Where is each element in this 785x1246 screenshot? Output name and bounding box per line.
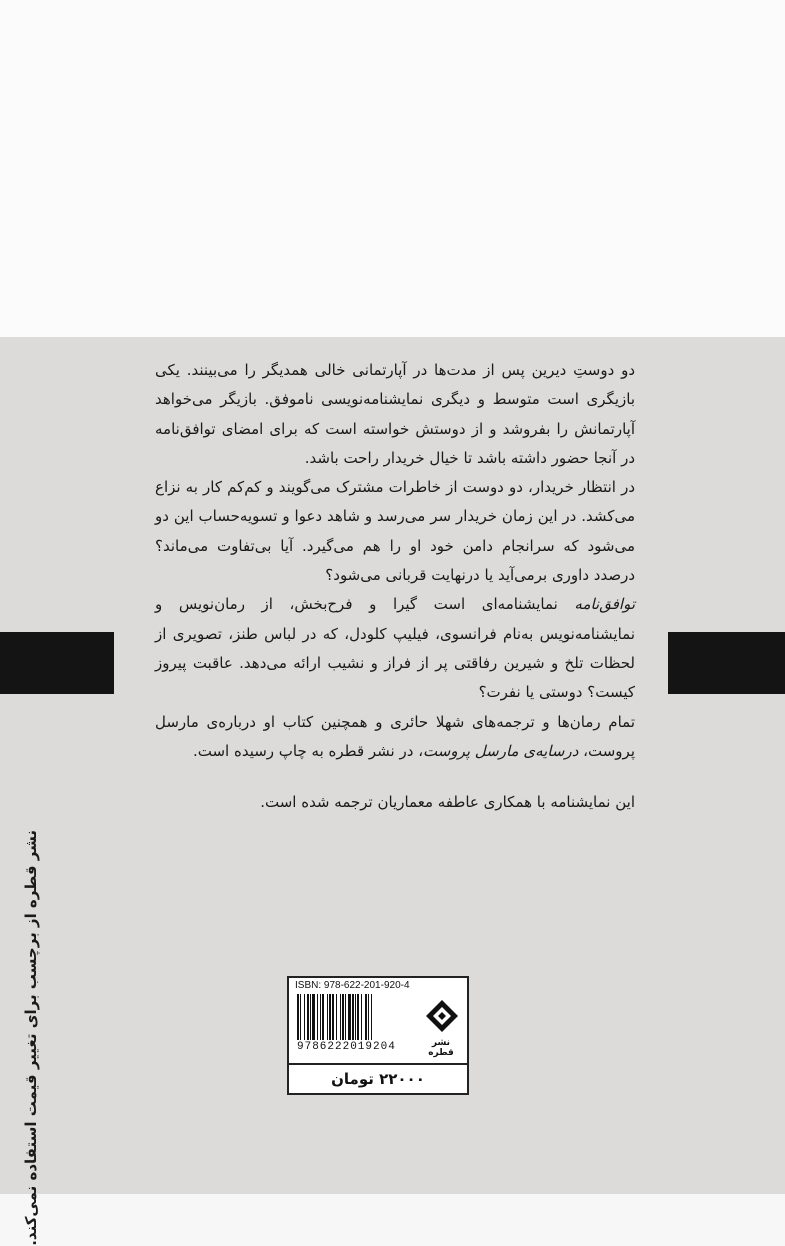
blurb-paragraph-3: توافق‌نامه نمایشنامه‌ای است گیرا و فرح‌بخش، از رمان‌نویس و نمایشنامه‌نویس به‌نام فرانسوی، فیلیپ کلودل، که در لباس طنز، تصویری از لحظات تلخ و شیرین رفاقتی پر از فراز و نشیب ارائه می‌دهد. عاقبت پیروز کیست؟ دوستی یا نفرت؟ [155, 595, 635, 702]
price-label: ۲۲۰۰۰ تومان [289, 1063, 467, 1093]
barcode-stripe [310, 994, 311, 1040]
cover-top-area [0, 0, 785, 337]
barcode-stripe [357, 994, 359, 1040]
barcode-stripe [304, 994, 305, 1040]
barcode-stripe [300, 994, 301, 1040]
barcode-stripe [365, 994, 367, 1040]
translation-credit: این نمایشنامه با همکاری عاطفه معماریان ترجمه شده است. [260, 793, 635, 812]
black-band-right [668, 632, 785, 694]
blurb-paragraph-4: تمام رمان‌ها و ترجمه‌های شهلا حائری و همچنین کتاب او درباره‌ی مارسل پروست، درسایه‌ی مارسل پروست، در نشر قطره به چاپ رسیده است. [155, 712, 635, 760]
barcode-stripe [307, 994, 309, 1040]
barcode-bars [297, 994, 417, 1040]
barcode-stripe [332, 994, 334, 1040]
related-book-title: درسایه‌ی مارسل پروست [423, 741, 579, 760]
barcode-stripe [336, 994, 337, 1040]
barcode-stripe [329, 994, 331, 1040]
publisher-label: نشر قطره [428, 1038, 454, 1058]
black-band-left [0, 632, 114, 694]
barcode-stripe [327, 994, 328, 1040]
barcode-stripe [340, 994, 341, 1040]
barcode-stripe [345, 994, 346, 1040]
blurb-text [155, 356, 635, 817]
blurb-paragraph-2: در انتظار خریدار، دو دوست از خاطرات مشترک می‌گویند و کم‌کم کار به نزاع می‌کشد. در این زمان خریدار سر می‌رسد و شاهد دعوا و تسویه‌حساب این دو می‌شود که سرانجام دامن خود او را هم می‌گیرد. آیا بی‌تفاوت می‌ماند؟ درصدد داوری برمی‌آید یا درنهایت قربانی می‌شود؟ [155, 478, 635, 585]
barcode-stripe [355, 994, 356, 1040]
barcode-stripe [371, 994, 372, 1040]
book-title: توافق‌نامه [574, 595, 635, 614]
barcode-stripe [352, 994, 354, 1040]
barcode-digits: 9786222019204 [297, 1041, 396, 1053]
isbn-label: ISBN: 978-622-201-920-4 [295, 980, 410, 991]
barcode-stripe [317, 994, 318, 1040]
barcode-stripe [320, 994, 321, 1040]
barcode-stripe [368, 994, 369, 1040]
barcode-stripe [297, 994, 299, 1040]
barcode-box [287, 976, 469, 1095]
barcode-stripe [312, 994, 315, 1040]
barcode-stripe [348, 994, 351, 1040]
barcode-stripe [342, 994, 344, 1040]
price-sticker-note: نشر قطره از برچسب برای تغییر قیمت استفاده نمی‌کند. [22, 830, 40, 1246]
barcode-stripe [322, 994, 324, 1040]
barcode-stripe [361, 994, 362, 1040]
publisher-logo-icon [424, 998, 460, 1034]
blurb-paragraph-1: دو دوستِ دیرین پس از مدت‌ها در آپارتمانی خالی همدیگر را می‌بینند. یکی بازیگری است متوسط و دیگری نمایشنامه‌نویسی ناموفق. بازیگر می‌خواهد آپارتمانش را بفروشد و از دوستش خواسته است که برای امضای توافق‌نامه در آنجا حضور داشته باشد تا خیال خریدار راحت باشد. [155, 361, 635, 467]
